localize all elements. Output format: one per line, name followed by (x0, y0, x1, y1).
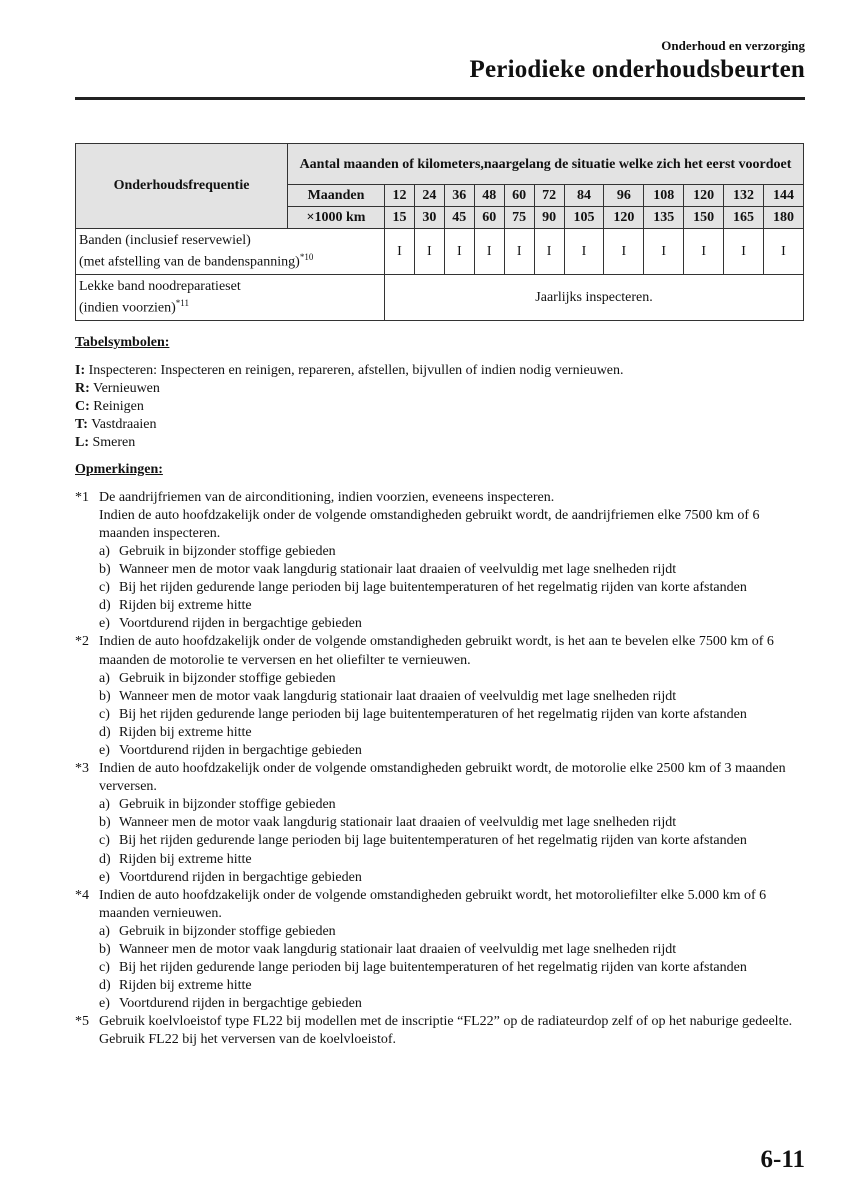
remarks-heading: Opmerkingen: (75, 461, 163, 477)
condition-item: d) Rijden bij extreme hitte (99, 851, 252, 867)
value-cell: I (763, 229, 803, 275)
value-cell: I (724, 229, 764, 275)
row-label-repair-kit: Lekke band noodreparatieset (indien voorzien)$^{*11}$ (76, 275, 385, 321)
km-cell: 150 (684, 207, 724, 229)
header-section: Onderhoud en verzorging (661, 38, 805, 53)
condition-item: b) Wanneer men de motor vaak langdurig stationair laat draaien of veelvuldig met lage snelheden rijdt (99, 562, 677, 578)
condition-item: b) Wanneer men de motor vaak langdurig stationair laat draaien of veelvuldig met lage snelheden rijdt (99, 688, 677, 704)
km-cell: 90 (534, 207, 564, 229)
condition-item: c) Bij het rijden gedurende lange perioden bij lage buitentemperaturen of het regelmatig rijden van korte afstanden (99, 960, 747, 976)
remark-note: *2 Indien de auto hoofdzakelijk onder de volgende omstandigheden gebruikt wordt, is het aan te bevelen elke 7500 km of 6 maanden de motorolie te verversen en het oliefilter te vernieuwen. (75, 634, 774, 668)
body-text (75, 334, 810, 1050)
value-cell: I (684, 229, 724, 275)
km-cell: 60 (474, 207, 504, 229)
condition-item: b) Wanneer men de motor vaak langdurig stationair laat draaien of veelvuldig met lage snelheden rijdt (99, 942, 677, 957)
condition-item: c) Bij het rijden gedurende lange perioden bij lage buitentemperaturen of het regelmatig rijden van korte afstanden (99, 833, 747, 849)
km-cell: 165 (724, 207, 764, 229)
symbol-item: I: Inspecteren: Inspecteren en reinigen, repareren, afstellen, bijvullen of indien nodig vernieuwen. (75, 363, 624, 379)
symbol-item: C: Reinigen (75, 399, 144, 415)
value-cell: I (604, 229, 644, 275)
value-cell: I (504, 229, 534, 275)
km-cell: 180 (763, 207, 803, 229)
value-cell: I (385, 229, 415, 275)
table-row (76, 275, 804, 321)
month-cell: 132 (724, 185, 764, 207)
maintenance-table (75, 143, 804, 321)
page-number: 6-11 (760, 1146, 805, 1173)
value-cell: I (444, 229, 474, 275)
interval-header: Aantal maanden of kilometers,naargelang de situatie welke zich het eerst voordoet (288, 144, 804, 185)
month-cell: 96 (604, 185, 644, 207)
condition-item: c) Bij het rijden gedurende lange perioden bij lage buitentemperaturen of het regelmatig rijden van korte afstanden (99, 706, 747, 722)
km-cell: 105 (564, 207, 604, 229)
month-cell: 84 (564, 185, 604, 207)
condition-item: e) Voortdurend rijden in bergachtige gebieden (99, 742, 362, 758)
remark-note: *4 Indien de auto hoofdzakelijk onder de volgende omstandigheden gebruikt wordt, het motoroliefilter elke 5.000 km of 6 maanden vernieuwen. (75, 887, 767, 921)
repair-kit-value: Jaarlijks inspecteren. (385, 275, 804, 321)
km-cell: 75 (504, 207, 534, 229)
km-cell: 45 (444, 207, 474, 229)
table-row (76, 229, 804, 275)
remark-note: *1 De aandrijfriemen van de airconditioning, indien voorzien, eveneens inspecteren. Indien de auto hoofdzakelijk onder de volgende omstandigheden gebruikt wordt, de aandrijfriemen elke 7500 km of 6 maanden inspecteren. (75, 489, 760, 541)
condition-item: d) Rijden bij extreme hitte (99, 978, 252, 994)
month-cell: 24 (414, 185, 444, 207)
row-label-tires: Banden (inclusief reservewiel) (met afstelling van de bandenspanning)$^{*10}$ (76, 229, 385, 275)
condition-item: a) Gebruik in bijzonder stoffige gebieden (99, 543, 336, 559)
km-cell: 15 (385, 207, 415, 229)
symbol-item: L: Smeren (75, 435, 136, 451)
symbol-item: R: Vernieuwen (75, 381, 160, 397)
condition-item: d) Rijden bij extreme hitte (99, 598, 252, 614)
value-cell: I (644, 229, 684, 275)
header-rule (75, 97, 805, 100)
page-title: Periodieke onderhoudsbeurten (469, 56, 805, 83)
symbols-heading: Tabelsymbolen: (75, 335, 170, 350)
month-cell: 12 (385, 185, 415, 207)
months-label: Maanden (288, 185, 385, 207)
month-cell: 48 (474, 185, 504, 207)
month-cell: 108 (644, 185, 684, 207)
condition-item: b) Wanneer men de motor vaak langdurig stationair laat draaien of veelvuldig met lage snelheden rijdt (99, 815, 677, 831)
km-cell: 30 (414, 207, 444, 229)
month-cell: 72 (534, 185, 564, 207)
condition-item: a) Gebruik in bijzonder stoffige gebieden (99, 797, 336, 813)
month-cell: 36 (444, 185, 474, 207)
value-cell: I (474, 229, 504, 275)
condition-item: d) Rijden bij extreme hitte (99, 724, 252, 740)
km-cell: 135 (644, 207, 684, 229)
frequency-header: Onderhoudsfrequentie (76, 144, 288, 229)
remark-note: *3 Indien de auto hoofdzakelijk onder de volgende omstandigheden gebruikt wordt, de motorolie elke 2500 km of 3 maanden verversen. (75, 761, 786, 795)
condition-item: a) Gebruik in bijzonder stoffige gebieden (99, 923, 336, 939)
value-cell: I (564, 229, 604, 275)
condition-item: e) Voortdurend rijden in bergachtige gebieden (99, 996, 362, 1012)
condition-item: e) Voortdurend rijden in bergachtige gebieden (99, 616, 362, 632)
km-label: ×1000 km (288, 207, 385, 229)
condition-item: c) Bij het rijden gedurende lange perioden bij lage buitentemperaturen of het regelmatig rijden van korte afstanden (99, 580, 747, 596)
condition-item: e) Voortdurend rijden in bergachtige gebieden (99, 869, 362, 885)
remark-note: *5 Gebruik koelvloeistof type FL22 bij modellen met de inscriptie “FL22” op de radiateurdop zelf of op het naburige gedeelte. Gebruik FL22 bij het verversen van de koelvloeistof. (75, 1014, 793, 1048)
value-cell: I (414, 229, 444, 275)
value-cell: I (534, 229, 564, 275)
symbol-item: T: Vastdraaien (75, 417, 157, 433)
month-cell: 144 (763, 185, 803, 207)
month-cell: 60 (504, 185, 534, 207)
month-cell: 120 (684, 185, 724, 207)
km-cell: 120 (604, 207, 644, 229)
condition-item: a) Gebruik in bijzonder stoffige gebieden (99, 670, 336, 686)
